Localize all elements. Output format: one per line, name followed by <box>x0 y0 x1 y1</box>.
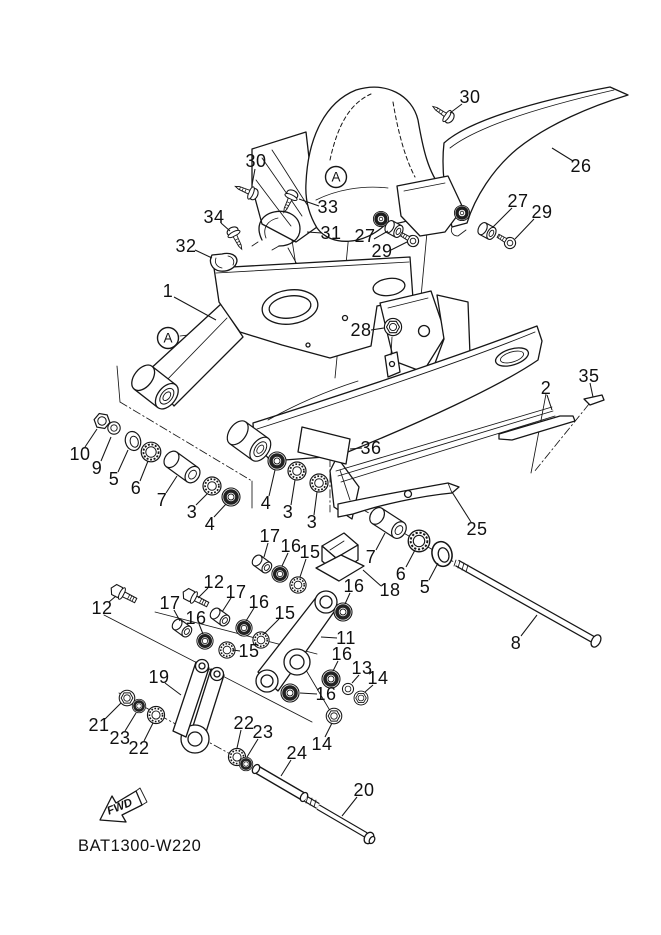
part-4-seal <box>268 452 286 470</box>
callout-label-30-2[interactable]: 30 <box>245 151 267 171</box>
fwd-label: FWD <box>105 796 135 818</box>
part-12-bolt <box>108 582 138 606</box>
callout-label-13-37[interactable]: 13 <box>351 658 373 678</box>
part-22-bearing <box>147 706 164 723</box>
callout-leader-18-33 <box>363 570 381 586</box>
callout-leader-1-11 <box>174 297 216 320</box>
callout-label-15-29[interactable]: 15 <box>299 542 321 562</box>
callout-leader-9-17 <box>101 437 111 461</box>
callout-label-30-0[interactable]: 30 <box>459 87 481 107</box>
part-20-long-bolt <box>306 796 376 845</box>
callout-label-22-52[interactable]: 22 <box>128 738 150 758</box>
part-6-bush <box>141 442 161 462</box>
callout-label-31-5[interactable]: 31 <box>320 223 342 243</box>
part-16-seal <box>334 603 352 621</box>
part-28-nut <box>384 318 401 335</box>
callout-label-12-42[interactable]: 12 <box>203 572 225 592</box>
part-23-seal <box>239 757 253 771</box>
callout-label-20-56[interactable]: 20 <box>353 780 375 800</box>
part-13-washer <box>342 683 353 694</box>
callout-label-24-55[interactable]: 24 <box>286 743 308 763</box>
callout-label-6-19[interactable]: 6 <box>130 478 142 498</box>
callout-label-29-10[interactable]: 29 <box>531 202 553 222</box>
callout-label-23-51[interactable]: 23 <box>109 728 131 748</box>
callout-label-22-53[interactable]: 22 <box>233 713 255 733</box>
part-4-seal <box>222 488 240 506</box>
callout-label-26-1[interactable]: 26 <box>570 156 592 176</box>
part-15-bearing <box>290 577 306 593</box>
part-16-seal <box>281 684 299 702</box>
part-7-collar <box>161 448 203 485</box>
part-17-collar <box>208 606 232 628</box>
callout-leader-3-21 <box>196 494 207 505</box>
callout-leader-5-32 <box>429 563 438 580</box>
part-16-seal <box>197 633 213 649</box>
callout-label-3-25[interactable]: 3 <box>306 512 318 532</box>
part-3-bearing <box>288 462 306 480</box>
callout-label-36-15[interactable]: 36 <box>360 438 382 458</box>
part-7-collar <box>367 505 410 541</box>
callout-label-16-28[interactable]: 16 <box>280 536 302 556</box>
callout-label-16-34[interactable]: 16 <box>343 576 365 596</box>
callout-label-9-17[interactable]: 9 <box>91 458 103 478</box>
callout-leader-16-39 <box>300 693 317 694</box>
callout-label-8-57[interactable]: 8 <box>510 633 522 653</box>
part-14-nut <box>326 708 342 724</box>
callout-leader-4-22 <box>214 504 226 517</box>
callout-label-23-54[interactable]: 23 <box>252 722 274 742</box>
callout-label-29-8[interactable]: 29 <box>371 241 393 261</box>
callout-leader-32-6 <box>195 250 212 258</box>
part-3-bearing <box>203 477 221 495</box>
part-8-pivot-shaft <box>454 560 603 649</box>
ref-marker-label-0: A <box>331 169 341 185</box>
callout-label-17-46[interactable]: 17 <box>159 593 181 613</box>
callout-label-16-47[interactable]: 16 <box>185 608 207 628</box>
part-5-washer <box>429 539 455 568</box>
callout-leader-29-8 <box>391 242 407 250</box>
part-18-tensioner <box>316 533 364 581</box>
callout-leader-5-18 <box>118 450 128 472</box>
callout-leader-29-10 <box>515 219 534 239</box>
part-3-bearing <box>310 474 328 492</box>
diagram-code: BAT1300-W220 <box>78 837 202 855</box>
callout-label-17-27[interactable]: 17 <box>259 526 281 546</box>
callout-label-5-18[interactable]: 5 <box>108 469 120 489</box>
callout-label-2-13[interactable]: 2 <box>540 378 552 398</box>
callout-label-3-24[interactable]: 3 <box>282 502 294 522</box>
callout-label-5-32[interactable]: 5 <box>419 577 431 597</box>
callout-label-11-35[interactable]: 11 <box>336 628 356 648</box>
callout-label-7-20[interactable]: 7 <box>156 490 168 510</box>
callout-label-3-21[interactable]: 3 <box>186 502 198 522</box>
callout-label-33-3[interactable]: 33 <box>317 197 339 217</box>
callout-label-10-16[interactable]: 10 <box>69 444 91 464</box>
callout-label-17-43[interactable]: 17 <box>225 582 247 602</box>
callout-leader-7-30 <box>376 533 385 550</box>
callout-label-32-6[interactable]: 32 <box>175 236 197 256</box>
callout-label-12-41[interactable]: 12 <box>91 598 113 618</box>
part-29-bolt <box>495 231 518 251</box>
callout-label-27-9[interactable]: 27 <box>507 191 529 211</box>
part-24-collar-rod <box>251 763 309 803</box>
callout-label-21-50[interactable]: 21 <box>88 715 110 735</box>
part-6-bush <box>408 530 430 552</box>
callout-label-6-31[interactable]: 6 <box>395 564 407 584</box>
part-9-washer <box>108 422 120 434</box>
callout-leader-7-20 <box>166 476 177 493</box>
callout-label-7-30[interactable]: 7 <box>365 547 377 567</box>
callout-label-15-45[interactable]: 15 <box>274 603 296 623</box>
callout-leader-6-31 <box>406 550 415 567</box>
part-17-collar <box>250 553 274 575</box>
callout-leader-8-57 <box>521 615 537 636</box>
callout-label-19-49[interactable]: 19 <box>148 667 170 687</box>
part-27-collar <box>476 221 498 241</box>
callout-label-28-12[interactable]: 28 <box>350 320 372 340</box>
callout-label-4-22[interactable]: 4 <box>204 514 216 534</box>
callout-leader-25-26 <box>452 492 471 522</box>
part-16-seal <box>272 566 288 582</box>
mud-guard-assembly <box>252 87 463 242</box>
part-16-seal <box>236 620 252 636</box>
part-15-bearing <box>219 642 235 658</box>
callout-label-16-44[interactable]: 16 <box>248 592 270 612</box>
part-19-connecting-rods <box>173 660 224 754</box>
callout-label-27-7[interactable]: 27 <box>354 226 376 246</box>
callout-label-18-33[interactable]: 18 <box>379 580 401 600</box>
callout-label-25-26[interactable]: 25 <box>466 519 488 539</box>
callout-label-14-38[interactable]: 14 <box>367 668 389 688</box>
part-5-seal <box>123 430 143 452</box>
callout-leader-11-35 <box>321 637 337 638</box>
part-35-clip <box>584 395 604 405</box>
part-23-seal <box>132 699 146 713</box>
fwd-marker <box>100 788 147 822</box>
part-14-nut <box>354 691 368 705</box>
callout-label-1-11[interactable]: 1 <box>162 281 174 301</box>
grommet <box>454 205 469 220</box>
callout-label-16-39[interactable]: 16 <box>315 684 337 704</box>
ref-marker-label-1: A <box>163 330 173 346</box>
callout-label-35-14[interactable]: 35 <box>578 366 600 386</box>
callout-label-15-48[interactable]: 15 <box>238 641 260 661</box>
callout-label-4-23[interactable]: 4 <box>260 493 272 513</box>
part-30-screw <box>429 101 456 125</box>
callout-label-34-4[interactable]: 34 <box>203 207 225 227</box>
callout-label-14-40[interactable]: 14 <box>311 734 333 754</box>
callout-label-16-36[interactable]: 16 <box>331 644 353 664</box>
part-32-clamp <box>210 253 237 271</box>
